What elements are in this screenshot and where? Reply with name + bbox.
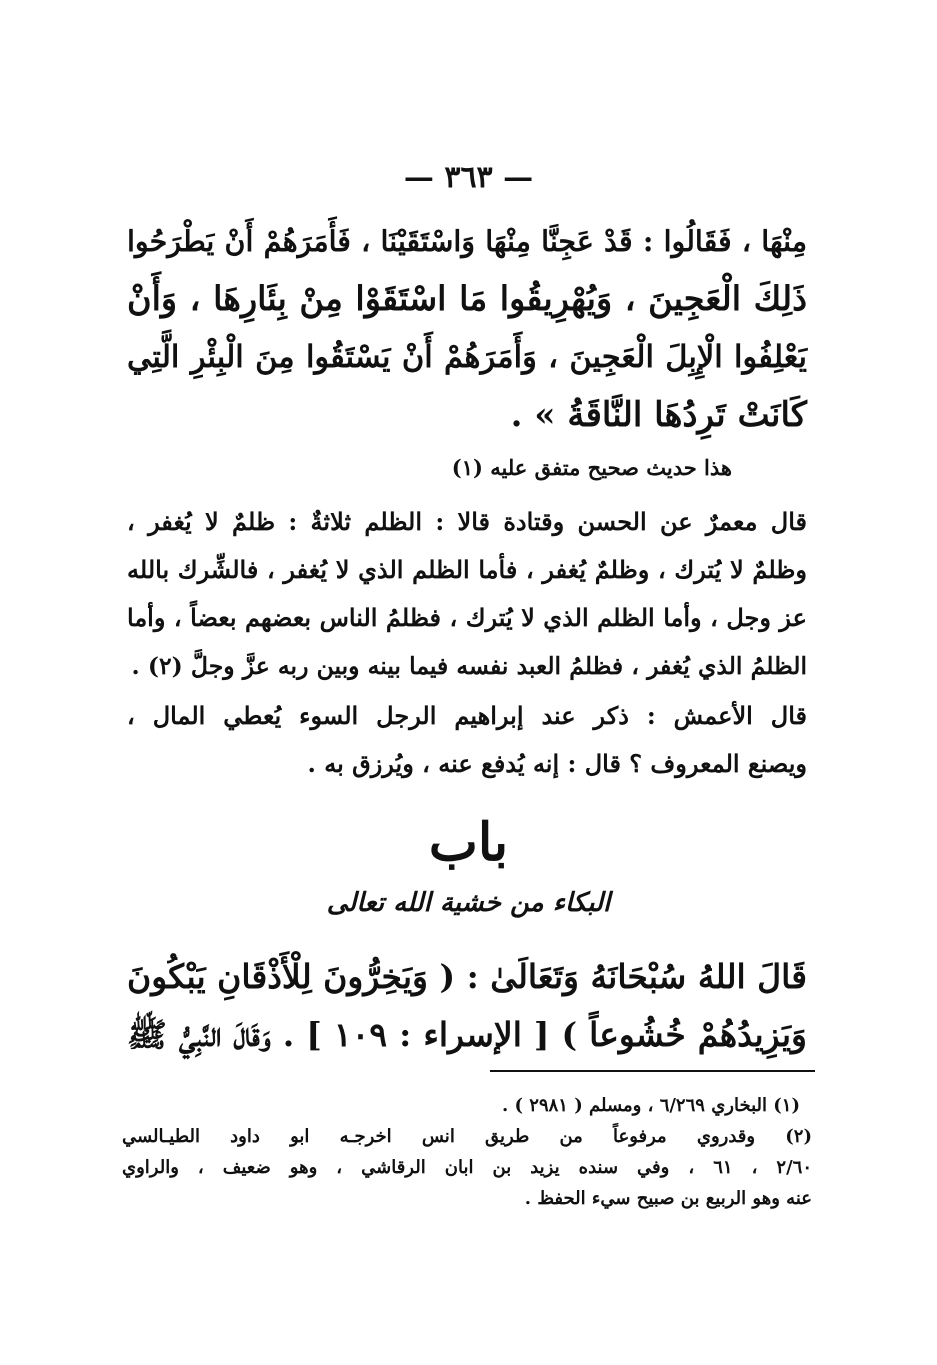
footnote-divider — [490, 1070, 815, 1072]
quran-text — [127, 948, 807, 1064]
paragraph-line: ويصنع المعروف ؟ قال : إنه يُدفع عنه ، ويُرزق به . — [307, 749, 807, 778]
amash-paragraph — [127, 692, 807, 788]
hadith-line: مِنْهَا ، فَقَالُوا : قَدْ عَجِنَّا مِنْهَا وَاسْتَقَيْنَا ، فَأَمَرَهُمْ أَنْ يَطْرَحُوا — [127, 224, 807, 258]
chapter-title: باب — [428, 812, 509, 873]
paragraph-line: عز وجل ، وأما الظلم الذي لا يُترك ، فظلمُ الناس بعضهم بعضاً ، وأما — [127, 603, 807, 632]
hadith-line: كَانَتْ تَرِدُهَا النَّاقَةُ » . — [510, 395, 807, 435]
page-number: — ٣٦٣ — — [403, 160, 534, 195]
paragraph-line: الظلمُ الذي يُغفر ، فظلمُ العبد نفسه فيما بينه وبين ربه عزَّ وجلَّ (٢) . — [131, 652, 807, 680]
footnote-line: (١) البخاري ٦/٢٦٩ ، ومسلم ( ٢٩٨١ ) . — [501, 1095, 800, 1116]
footnote-line: عنه وهو الربيع بن صبيح سيء الحفظ . — [524, 1188, 812, 1209]
footnotes — [122, 1090, 812, 1214]
footnote-line: (٢) وقدروي مرفوعاً من طريق انس اخرجـه ابو داود الطيـالسي — [122, 1126, 812, 1147]
hadith-line: يَعْلِفُوا الْإِبِلَ الْعَجِينَ ، وَأَمَرَهُمْ أَنْ يَسْتَقُوا مِنَ الْبِئْرِ الَّتِي — [127, 339, 807, 375]
paragraph-line: قال معمرٌ عن الحسن وقتادة قالا : الظلم ثلاثةٌ : ظلمٌ لا يُغفر ، — [127, 507, 807, 536]
quran-line: قَالَ اللهُ سُبْحَانَهُ وَتَعَالَىٰ : ( وَيَخِرُّونَ لِلْأَذْقَانِ يَبْكُونَ — [127, 957, 807, 996]
paragraph-line: وظلمٌ لا يُترك ، وظلمٌ يُغفر ، فأما الظلم الذي لا يُغفر ، فالشِّرك بالله — [127, 555, 807, 584]
chapter-subtitle: البكاء من خشية الله تعالى — [326, 888, 611, 918]
qatada-paragraph — [127, 498, 807, 690]
paragraph-line: قال الأعمش : ذكر عند إبراهيم الرجل السوء يُعطي المال ، — [127, 701, 807, 730]
footnote-line: ٢/٦٠ ، ٦١ ، وفي سنده يزيد بن ابان الرقاشي ، وهو ضعيف ، والراوي — [122, 1157, 812, 1178]
hadith-line: ذَلِكَ الْعَجِينَ ، وَيُهْرِيقُوا مَا اسْتَقَوْا مِنْ بِئَارِهَا ، وَأَنْ — [127, 279, 807, 318]
hadith-text — [127, 212, 807, 444]
quran-line: وَيَزِيدُهُمْ خُشُوعاً ) [ الإسراء : ١٠٩ ] . وَقَالَ النَّبِيُّ ﷺ — [127, 1015, 807, 1054]
hadith-grade: هذا حديث صحيح متفق عليه (١) — [451, 455, 732, 480]
